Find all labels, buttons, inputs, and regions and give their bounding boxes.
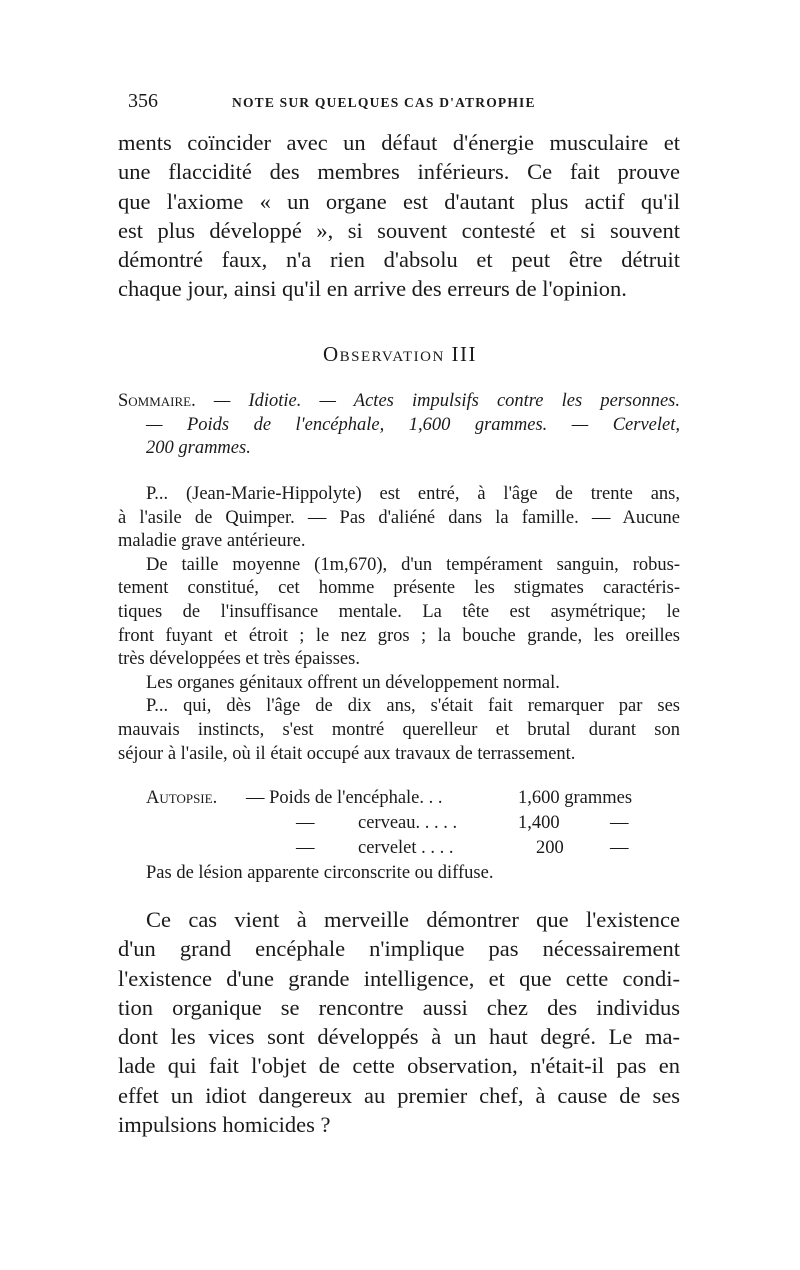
sommaire-label: Sommaire. — [118, 391, 196, 411]
text-line: mauvais instincts, s'est montré querelleur et brutal durant son — [118, 719, 680, 740]
text-line: ments coïncider avec un défaut d'énergie musculaire et — [118, 130, 680, 155]
text-line: front fuyant et étroit ; le nez gros ; la bouche grande, les oreilles — [118, 625, 680, 646]
text-line: une flaccidité des membres inférieurs. Ce fait prouve — [118, 159, 680, 185]
text-line: démontré faux, n'a rien d'absolu et peut être détruit — [118, 247, 680, 273]
ditto-dash: — — [610, 813, 629, 833]
conclusion-paragraph — [118, 905, 680, 1139]
text-line: que l'axiome « un organe est d'autant plus actif qu'il — [118, 188, 680, 214]
autopsy-value: 200 — [536, 838, 564, 858]
ditto-dash: — — [296, 813, 315, 833]
autopsy-measure: — Poids de l'encéphale. . . — [246, 788, 443, 808]
autopsy-row — [118, 837, 680, 862]
autopsy-organ: cervelet . . . . — [358, 838, 454, 858]
text-line: très développées et très épaisses. — [118, 649, 360, 670]
page-number: 356 — [128, 90, 158, 112]
text-line: d'un grand encéphale n'implique pas nécessairement — [118, 936, 680, 962]
text-line: chaque jour, ainsi qu'il en arrive des erreurs de l'opinion. — [118, 276, 627, 302]
text-line: lade qui fait l'objet de cette observation, n'était-il pas en — [118, 1053, 680, 1079]
autopsy-note: Pas de lésion apparente circonscrite ou diffuse. — [146, 863, 494, 883]
text-line: maladie grave antérieure. — [118, 531, 306, 552]
text-line: séjour à l'asile, où il était occupé aux travaux de terrassement. — [118, 743, 576, 764]
text-line: l'existence d'une grande intelligence, et que cette condi- — [118, 965, 680, 991]
autopsy-row — [118, 862, 680, 887]
autopsy-row — [118, 812, 680, 837]
sommaire-line-3: 200 grammes. — [146, 438, 251, 459]
text-line: P... (Jean-Marie-Hippolyte) est entré, à l'âge de trente ans, — [146, 484, 680, 504]
autopsy-value: 1,600 grammes — [518, 788, 633, 808]
sommaire-line-1 — [118, 390, 680, 414]
text-line: De taille moyenne (1m,670), d'un tempérament sanguin, robus- — [146, 554, 680, 575]
sommaire-text: — Idiotie. — Actes impulsifs contre les personnes. — [195, 391, 680, 411]
autopsy-label: Autopsie. — [146, 788, 218, 808]
text-line: Les organes génitaux offrent un développement normal. — [146, 672, 560, 693]
autopsy-value: 1,400 — [518, 813, 560, 833]
ditto-dash: — — [296, 838, 315, 858]
text-line: effet un idiot dangereux au premier chef, à cause de ses — [118, 1082, 680, 1108]
text-line: P... qui, dès l'âge de dix ans, s'était fait remarquer par ses — [146, 696, 680, 717]
text-line: est plus développé », si souvent contesté et si souvent — [118, 217, 680, 243]
sommaire-line-2: — Poids de l'encéphale, 1,600 grammes. — Cervelet, — [146, 414, 680, 435]
text-line: tement constitué, cet homme présente les stigmates caractéris- — [118, 578, 680, 599]
running-head — [128, 90, 678, 120]
text-line: tiques de l'insuffisance mentale. La tête est asymétrique; le — [118, 601, 680, 622]
sommaire — [118, 390, 680, 461]
observation-heading: Observation III — [322, 342, 478, 366]
autopsy-organ: cerveau. . . . . — [358, 813, 458, 833]
text-line: tion organique se rencontre aussi chez des individus — [118, 994, 680, 1020]
text-line: dont les vices sont développés à un haut degré. Le ma- — [118, 1024, 680, 1050]
text-line: Ce cas vient à merveille démontrer que l'existence — [146, 907, 680, 932]
intro-paragraph — [118, 128, 680, 304]
text-line: à l'asile de Quimper. — Pas d'aliéné dans la famille. — Aucune — [118, 507, 680, 528]
case-history — [118, 483, 680, 766]
autopsy-row — [118, 787, 680, 812]
ditto-dash: — — [610, 838, 629, 858]
text-line: impulsions homicides ? — [118, 1112, 331, 1138]
running-title: NOTE SUR QUELQUES CAS D'ATROPHIE — [232, 95, 536, 110]
autopsy-section — [118, 787, 680, 887]
